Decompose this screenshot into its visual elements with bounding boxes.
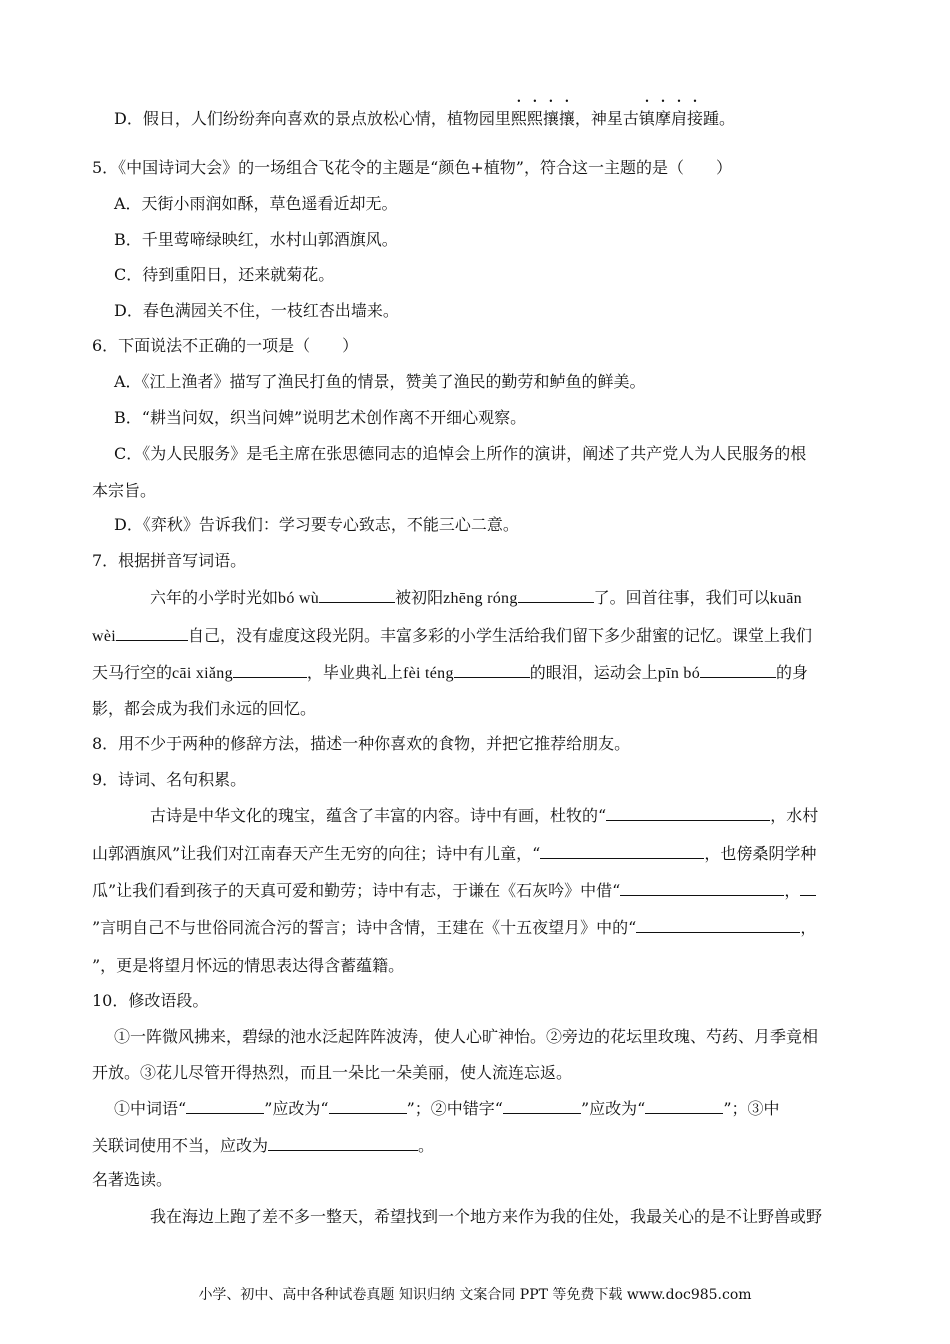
pinyin: pīn bó xyxy=(657,665,701,682)
q5-option-b: B．千里莺啼绿映红，水村山郭酒旗风。 xyxy=(114,230,398,249)
q7-line4: 影，都会成为我们永远的回忆。 xyxy=(92,699,317,718)
q10-passage-line2: 开放。③花儿尽管开得热烈，而且一朵比一朵美丽，使人流连忘返。 xyxy=(92,1063,573,1082)
page-footer: 小学、初中、高中各种试卷真题 知识归纳 文案合同 PPT 等免费下载 www.doc985.com xyxy=(198,1287,752,1303)
q10-answer-line2: 关联词使用不当，应改为 。 xyxy=(92,1136,435,1155)
emphasis-char: 攘 xyxy=(542,109,559,128)
emphasis-char: 攘 xyxy=(558,109,575,128)
pinyin: kuān xyxy=(769,590,802,607)
answer-blank[interactable] xyxy=(606,806,770,821)
q7-stem: 7．根据拼音写词语。 xyxy=(92,551,247,570)
reading-line1: 我在海边上跑了差不多一整天，希望找到一个地方来作为我的住处，我最关心的是不让野兽或野 xyxy=(150,1207,823,1226)
pinyin: wèi xyxy=(92,628,117,645)
emphasis-char: 熙 xyxy=(526,109,543,128)
answer-blank[interactable] xyxy=(233,663,307,678)
q9-line1: 古诗是中华文化的瑰宝，蕴含了丰富的内容。诗中有画，杜牧的“ ，水村 xyxy=(150,806,819,825)
q4-option-d: D．假日，人们纷纷奔向喜欢的景点放松心情，植物园里熙熙攘攘，神星古镇摩肩接踵。 xyxy=(114,109,735,128)
pinyin: zhēng róng xyxy=(443,590,518,607)
q6-option-c-cont: 本宗旨。 xyxy=(92,481,157,500)
answer-blank[interactable] xyxy=(329,1099,407,1114)
pinyin: fèi téng xyxy=(402,665,454,682)
q6-option-a: A．《江上渔者》描写了渔民打鱼的情景，赞美了渔民的勤劳和鲈鱼的鲜美。 xyxy=(114,372,646,391)
q9-line5: ”，更是将望月怀远的情思表达得含蓄蕴籍。 xyxy=(92,956,405,975)
q7-line3: 天马行空的cāi xiǎng ，毕业典礼上fèi téng 的眼泪，运动会上pīn bó 的身 xyxy=(92,663,809,682)
q5-option-a: A．天街小雨润如酥，草色遥看近却无。 xyxy=(114,194,398,213)
answer-blank[interactable] xyxy=(636,918,800,933)
q6-option-d: D．《弈秋》告诉我们：学习要专心致志，不能三心二意。 xyxy=(114,515,519,534)
q9-stem: 9．诗词、名句积累。 xyxy=(92,770,247,789)
emphasis-char: 肩 xyxy=(670,109,687,128)
answer-blank[interactable] xyxy=(700,663,776,678)
q6-stem: 6．下面说法不正确的一项是（ ） xyxy=(92,336,359,355)
answer-blank[interactable] xyxy=(186,1099,264,1114)
q5-option-c: C．待到重阳日，还来就菊花。 xyxy=(114,265,335,284)
answer-blank[interactable] xyxy=(454,663,530,678)
q6-option-c: C．《为人民服务》是毛主席在张思德同志的追悼会上所作的演讲，阐述了共产党人为人民服务的根 xyxy=(114,444,807,463)
emphasis-char: 镇 xyxy=(638,109,655,128)
q10-passage-line1: ①一阵微风拂来，碧绿的池水泛起阵阵波涛，使人心旷神怡。②旁边的花坛里玫瑰、芍药、月季竟相 xyxy=(114,1027,819,1046)
answer-blank[interactable] xyxy=(503,1099,581,1114)
answer-blank[interactable] xyxy=(116,626,188,641)
q9-line4: ”言明自己不与世俗同流合污的誓言；诗中含情，王建在《十五夜望月》中的“ ， xyxy=(92,918,817,937)
pinyin: bó wù xyxy=(278,590,320,607)
answer-blank[interactable] xyxy=(268,1136,418,1151)
q10-stem: 10．修改语段。 xyxy=(92,991,209,1010)
emphasis-char: 接 xyxy=(686,109,703,128)
q7-line2: wèi 自己，没有虚度这段光阴。丰富多彩的小学生活给我们留下多少甜蜜的记忆。课堂上我们 xyxy=(92,626,813,645)
q7-line1: 六年的小学时光如bó wù 被初阳zhēng róng 了。回首往事，我们可以kuān xyxy=(150,588,802,607)
answer-blank[interactable] xyxy=(645,1099,723,1114)
q5-stem: 5．《中国诗词大会》的一场组合飞花令的主题是“颜色+植物”，符合这一主题的是（ ） xyxy=(92,158,732,177)
answer-blank[interactable] xyxy=(620,881,784,896)
q5-option-d: D．春色满园关不住，一枝红杏出墙来。 xyxy=(114,301,399,320)
q9-line2: 山郭酒旗风”让我们对江南春天产生无穷的向往；诗中有儿童，“ ，也傍桑阴学种 xyxy=(92,844,817,863)
emphasis-char: 摩 xyxy=(654,109,671,128)
pinyin: cāi xiǎng xyxy=(172,665,233,682)
q9-line3: 瓜”让我们看到孩子的天真可爱和勤劳；诗中有志，于谦在《石灰吟》中借“ ， xyxy=(92,881,816,901)
answer-blank[interactable] xyxy=(800,881,816,896)
answer-blank[interactable] xyxy=(319,588,395,603)
answer-blank[interactable] xyxy=(540,844,704,859)
q10-answer-line1: ①中词语“ ”应改为“ ”；②中错字“ ”应改为“ ”；③中 xyxy=(114,1099,780,1118)
answer-blank[interactable] xyxy=(518,588,594,603)
reading-title: 名著选读。 xyxy=(92,1170,173,1189)
q8-stem: 8．用不少于两种的修辞方法，描述一种你喜欢的食物，并把它推荐给朋友。 xyxy=(92,734,631,753)
emphasis-char: 熙 xyxy=(510,109,527,128)
q6-option-b: B．“耕当问奴，织当问婢”说明艺术创作离不开细心观察。 xyxy=(114,408,527,427)
